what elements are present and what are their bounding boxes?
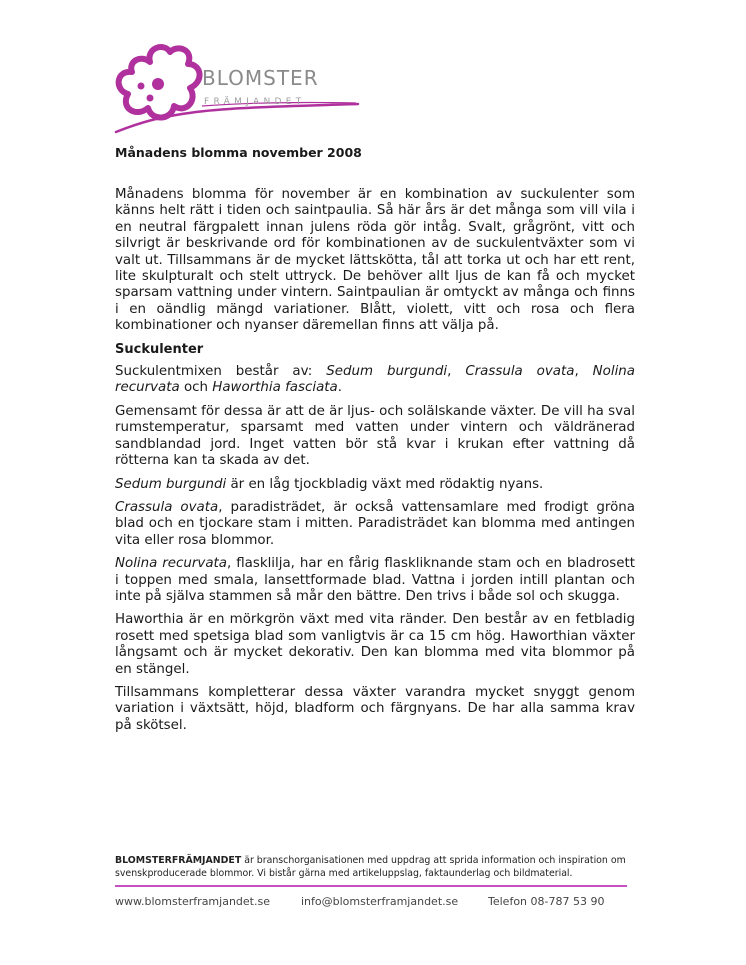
page-title: Månadens blomma november 2008 bbox=[115, 145, 362, 160]
footer-org-name: BLOMSTERFRÄMJANDET bbox=[115, 855, 242, 866]
plant-name: Nolina recurvata bbox=[115, 556, 227, 572]
logo-wordmark: BLOMSTER bbox=[202, 66, 319, 90]
common-paragraph: Gemensamt för dessa är att de är ljus- och solälskande växter. De vill ha sval rumstemperatur, sparsamt med vatten under vintern och väldränerad sandblandad jord. Inget vatten bör stå kvar i krukan efter vattning då rötterna kan ta skada av det. bbox=[115, 403, 635, 469]
website-link[interactable]: www.blomsterframjandet.se bbox=[115, 895, 270, 908]
phone-number: Telefon 08-787 53 90 bbox=[488, 895, 605, 908]
plant-name: Haworthia fasciata bbox=[212, 380, 338, 396]
logo bbox=[106, 40, 366, 140]
footer-divider bbox=[115, 885, 627, 887]
plant-name: Sedum burgundi bbox=[115, 476, 227, 492]
footer-description: BLOMSTERFRÄMJANDET är branschorganisationen med uppdrag att sprida information och inspiration om svenskproducerade blommor. Vi bistår gärna med artikeluppslag, faktaunderlag och bildmaterial. bbox=[115, 855, 626, 879]
crassula-paragraph: Crassula ovata, paradisträdet, är också vattensamlare med frodigt gröna blad och en tjockare stam i mitten. Paradisträdet kan blomma med antingen vita eller rosa blommor. bbox=[115, 499, 635, 548]
together-paragraph: Tillsammans kompletterar dessa växter varandra mycket snyggt genom variation i växtsätt, höjd, bladform och färgnyans. De har alla samma krav på skötsel. bbox=[115, 684, 635, 733]
nolina-paragraph: Nolina recurvata, flasklilja, har en fårig flaskliknande stam och en bladrosett i toppen med smala, lansettformade blad. Vattna i jorden intill plantan och inte på själva stammen så mår den bättre. Den trivs i både sol och skugga. bbox=[115, 556, 635, 604]
plant-name: Crassula ovata bbox=[115, 499, 219, 515]
section-heading: Suckulenter bbox=[115, 341, 204, 357]
plant-name: Nolina recurvata bbox=[115, 364, 635, 396]
logo-subtitle: FRÄMJANDET bbox=[204, 97, 306, 107]
article-body bbox=[115, 187, 635, 741]
plant-name: Crassula ovata bbox=[465, 364, 575, 380]
mix-paragraph: Suckulentmixen består av: Sedum burgundi, Crassula ovata, Nolina recurvata och Haworthia fasciata. bbox=[115, 364, 635, 396]
plant-name: Sedum burgundi bbox=[326, 364, 448, 380]
intro-paragraph: Månadens blomma för november är en kombination av suckulenter som känns helt rätt i tiden och saintpaulia. Så här års är det många som vill vila i en neutral färgpalett innan julens röda gör intåg. Svalt, grågrönt, vitt och silvrigt är beskrivande ord för kombinationen av de suckulentväxter som vi valt ut. Tillsammans är de mycket lättskötta, tål att torka ut och har ett rent, lite skulpturalt och stelt uttryck. De behöver allt ljus de kan få och mycket sparsam vattning under vintern. Saintpaulian är omtyckt av många och finns i en oändlig mängd variationer. Blått, violett, vitt och rosa och flera kombinationer och nyanser däremellan finns att välja på. bbox=[115, 187, 635, 334]
sedum-paragraph: Sedum burgundi är en låg tjockbladig växt med rödaktig nyans. bbox=[115, 476, 544, 492]
haworthia-paragraph: Haworthia är en mörkgrön växt med vita ränder. Den består av en fetbladig rosett med spetsiga blad som vanligtvis är ca 15 cm hög. Haworthian växter långsamt och är mycket dekorativ. Den kan blomma med vita blommor på en stängel. bbox=[115, 612, 635, 677]
email-link[interactable]: info@blomsterframjandet.se bbox=[301, 895, 459, 908]
flower-logo-icon bbox=[106, 40, 366, 140]
